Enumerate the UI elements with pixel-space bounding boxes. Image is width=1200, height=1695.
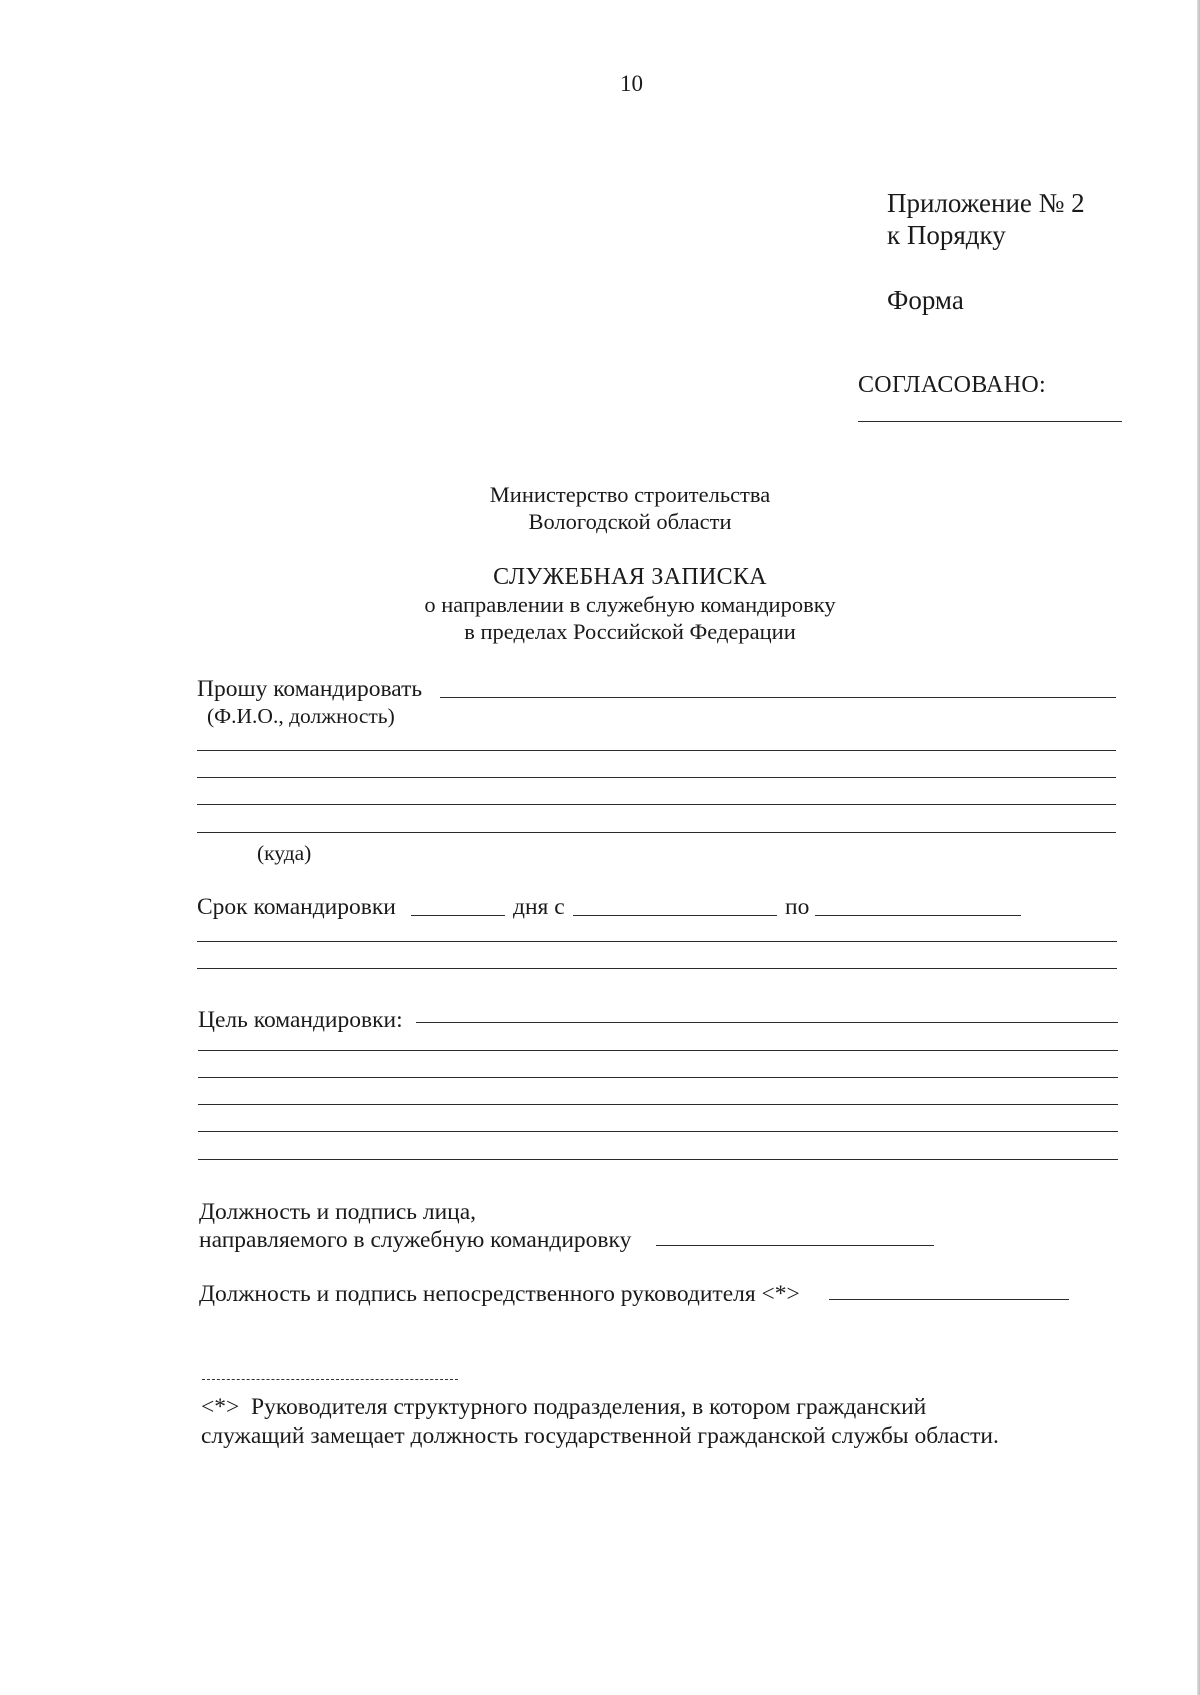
purpose-line[interactable] <box>198 1077 1118 1078</box>
doc-title: СЛУЖЕБНАЯ ЗАПИСКА <box>493 564 767 590</box>
purpose-line[interactable] <box>198 1104 1118 1105</box>
agreed-label: СОГЛАСОВАНО: <box>858 372 1046 398</box>
destination-hint: (куда) <box>257 841 312 865</box>
request-hint: (Ф.И.О., должность) <box>207 704 395 728</box>
signature1-label-line2: направляемого в служебную командировку <box>199 1227 632 1253</box>
purpose-line[interactable] <box>198 1050 1118 1051</box>
footnote-line1: Руководителя структурного подразделения, в котором гражданский <box>251 1394 927 1420</box>
term-start-line[interactable] <box>573 915 777 916</box>
footnote-line2: служащий замещает должность государственной гражданской службы области. <box>201 1423 999 1449</box>
purpose-line[interactable] <box>198 1159 1118 1160</box>
term-extra-line[interactable] <box>197 968 1117 969</box>
signature2-line[interactable] <box>829 1299 1069 1300</box>
destination-line[interactable] <box>197 832 1116 833</box>
agreed-signature-line[interactable] <box>858 421 1122 422</box>
purpose-line[interactable] <box>198 1131 1118 1132</box>
term-days-line[interactable] <box>411 915 505 916</box>
purpose-label: Цель командировки: <box>198 1007 403 1033</box>
footnote-marker: <*> <box>201 1394 240 1420</box>
request-label: Прошу командировать <box>197 676 423 702</box>
purpose-line[interactable] <box>416 1022 1118 1023</box>
appendix-reference: к Порядку <box>887 220 1006 250</box>
term-extra-line[interactable] <box>197 941 1117 942</box>
page-number: 10 <box>620 71 643 96</box>
org-name-line1: Министерство строительства <box>489 482 771 507</box>
appendix-label: Приложение № 2 <box>887 188 1085 218</box>
footnote-separator <box>202 1379 458 1380</box>
term-to-label: по <box>785 894 810 920</box>
term-days-label: дня с <box>513 894 565 920</box>
destination-line[interactable] <box>197 804 1116 805</box>
destination-line[interactable] <box>197 777 1116 778</box>
form-label: Форма <box>887 285 964 315</box>
term-end-line[interactable] <box>815 915 1021 916</box>
signature1-line[interactable] <box>656 1245 934 1246</box>
request-name-line[interactable] <box>440 697 1116 698</box>
org-name-line2: Вологодской области <box>528 509 732 534</box>
signature1-label-line1: Должность и подпись лица, <box>199 1199 477 1225</box>
doc-subtitle-line1: о направлении в служебную командировку <box>424 592 836 617</box>
destination-line[interactable] <box>197 750 1116 751</box>
term-label: Срок командировки <box>197 894 396 920</box>
signature2-label: Должность и подпись непосредственного руководителя <*> <box>199 1281 800 1307</box>
doc-subtitle-line2: в пределах Российской Федерации <box>464 619 796 644</box>
